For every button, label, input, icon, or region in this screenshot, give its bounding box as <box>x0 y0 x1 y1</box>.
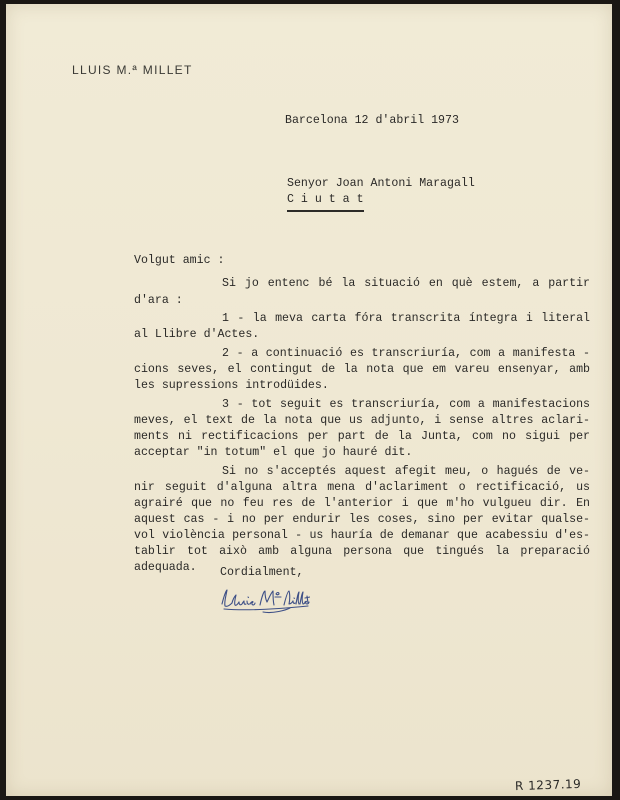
closing-line-4: aquest cas - i no per endurir les coses, sino per evitar qualse- <box>134 513 590 526</box>
handwritten-signature <box>218 582 310 616</box>
point3-line-3: ments ni rectificacions per part de la Junta, com no sigui per <box>134 430 590 443</box>
point2-line-1: 2 - a continuació es transcriuría, com a manifesta - <box>222 347 590 360</box>
recipient-name: Senyor Joan Antoni Maragall <box>287 177 475 190</box>
salutation: Volgut amic : <box>134 254 225 267</box>
intro-line-1: Si jo entenc bé la situació en què estem, a partir <box>222 277 590 290</box>
valediction: Cordialment, <box>220 566 304 579</box>
point1-line-1: 1 - la meva carta fóra transcrita íntegra i literal <box>222 312 590 325</box>
closing-line-1: Si no s'acceptés aquest afegit meu, o hagués de ve- <box>222 465 590 478</box>
point3-line-1: 3 - tot seguit es transcriuría, com a manifestacions <box>222 398 590 411</box>
point1-line-2: al Llibre d'Actes. <box>134 328 260 341</box>
closing-line-6: tablir tot això amb alguna persona que tingués la preparació <box>134 545 590 558</box>
point2-line-3: les supressions introdüides. <box>134 379 329 392</box>
intro-line-2: d'ara : <box>134 294 183 307</box>
date-line: Barcelona 12 d'abril 1973 <box>285 114 459 127</box>
point3-line-4: acceptar "in totum" el que jo hauré dit. <box>134 446 413 459</box>
closing-line-2: nir seguit d'alguna altra mena d'aclariment o rectificació, us <box>134 481 590 494</box>
closing-line-3: agrairé que no feu res de l'anterior i que m'ho vulgueu dir. En <box>134 497 590 510</box>
letterhead: LLUIS M.ª MILLET <box>72 63 193 77</box>
recipient-city: C i u t a t <box>287 193 364 206</box>
closing-line-7: adequada. <box>134 561 197 574</box>
address-underline <box>287 210 364 212</box>
closing-line-5: vol violència personal - us hauría de demanar que acabessiu d'es- <box>134 529 590 542</box>
archive-reference: R 1237.19 <box>514 776 582 794</box>
point2-line-2: cions seves, el contingut de la nota que em vareu ensenyar, amb <box>134 363 590 376</box>
point3-line-2: meves, el text de la nota que us adjunto, i sense altres aclari- <box>134 414 590 427</box>
letter-sheet <box>6 4 612 796</box>
